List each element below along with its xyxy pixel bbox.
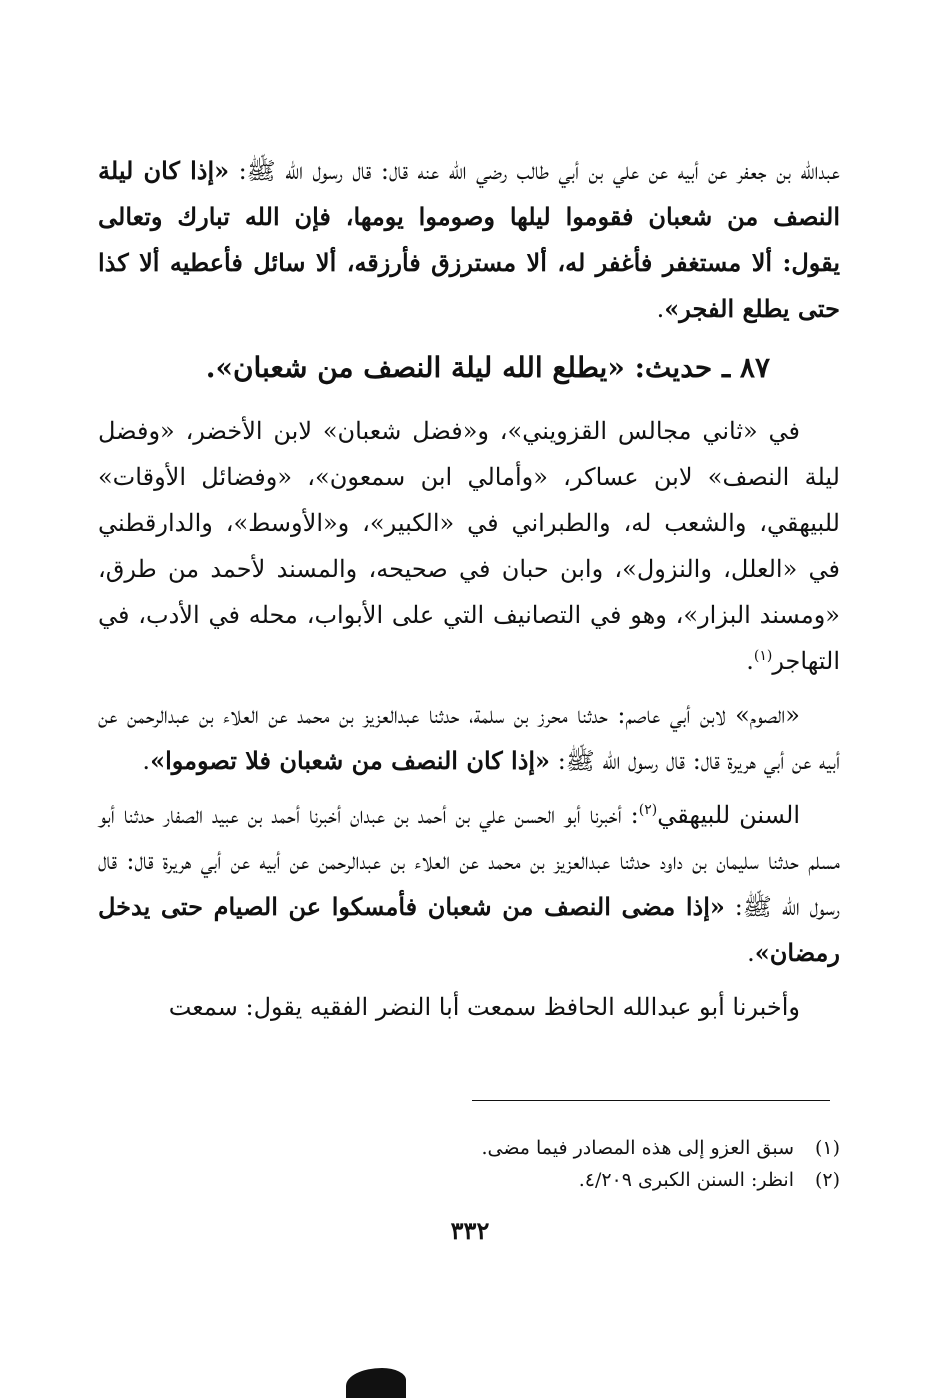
footnote-text: سبق العزو إلى هذه المصادر فيما مضى. bbox=[481, 1137, 794, 1159]
page-number: ٣٣٢ bbox=[450, 1216, 490, 1245]
footnote-divider bbox=[472, 1100, 830, 1101]
footnote-number: (٢) bbox=[814, 1169, 840, 1191]
footnote-text: انظر: السنن الكبرى ٤/٢٠٩. bbox=[578, 1169, 794, 1191]
paragraph-hadith-text bbox=[98, 148, 840, 332]
paragraph-ibn-abi-asim bbox=[98, 692, 840, 784]
footnote-ref-1: (١) bbox=[753, 648, 773, 664]
narration-chain: عبدالله بن جعفر عن أبيه عن علي بن أبي طالب رضي الله عنه قال: قال رسول الله ﷺ: bbox=[229, 157, 840, 185]
narration-chain: : أخبرنا أبو الحسن علي بن أحمد بن عبدان أخبرنا أحمد بن عبيد الصفار حدثنا أبو مسلم حدثنا سليمان بن داود حدثنا عبدالعزيز بن محمد عن العلاء بن عبدالرحمن عن أبيه عن أبي هريرة قال: قال رسول الله ﷺ: bbox=[98, 801, 840, 921]
footnote-1 bbox=[98, 1132, 840, 1164]
paragraph-sources bbox=[98, 408, 840, 684]
period: . bbox=[747, 939, 755, 967]
footnotes bbox=[98, 1132, 840, 1196]
footnote-number: (١) bbox=[814, 1137, 840, 1159]
hadith-quote: «إذا كان ليلة النصف من شعبان فقوموا ليلها وصوموا يومها، فإن الله تبارك وتعالى يقول: ألا مستغفر فأغفر له، ألا مسترزق فأرزقه، ألا سائل فأعطيه ألا كذا حتى يطلع الفجر» bbox=[98, 156, 840, 323]
sources-text: في «ثاني مجالس القزويني»، و«فضل شعبان» لابن الأخضر، «وفضل ليلة النصف» لابن عساكر، «وأمالي ابن سمعون»، «وفضائل الأوقات» للبيهقي، والشعب له، والطبراني في «الكبير»، و«الأوسط»، والدارقطني في «العلل، والنزول»، وابن حبان في صحيحه، والمسند لأحمد من طرق، «ومسند البزار»، وهو في التصانيف التي على الأبواب، محله في الأدب، في التهاجر bbox=[98, 417, 840, 675]
footnote-2 bbox=[98, 1164, 840, 1196]
period: . bbox=[746, 647, 754, 675]
hadith-quote: «إذا مضى النصف من شعبان فأمسكوا عن الصيام حتى يدخل رمضان» bbox=[98, 892, 840, 967]
narration-chain: «الصوم» لابن أبي عاصم: حدثنا محرز بن سلمة، حدثنا عبدالعزيز بن محمد عن العلاء بن عبدالرحمن عن أبيه عن أبي هريرة قال: قال رسول الله ﷺ: bbox=[98, 701, 840, 775]
period: . bbox=[142, 747, 151, 775]
source-name: السنن للبيهقي bbox=[657, 801, 800, 829]
paragraph-continuation: وأخبرنا أبو عبدالله الحافظ سمعت أبا النضر الفقيه يقول: سمعت bbox=[168, 993, 800, 1021]
footnote-ref-2: (٢) bbox=[638, 802, 658, 818]
section-heading: ٨٧ ـ حديث: «يطلع الله ليلة النصف من شعبان». bbox=[205, 351, 770, 384]
period: . bbox=[656, 295, 665, 323]
page-body bbox=[98, 148, 840, 1038]
hadith-quote: «إذا كان النصف من شعبان فلا تصوموا» bbox=[150, 746, 551, 775]
paragraph-bayhaqi bbox=[98, 792, 840, 976]
scan-ink-blot bbox=[346, 1368, 406, 1398]
